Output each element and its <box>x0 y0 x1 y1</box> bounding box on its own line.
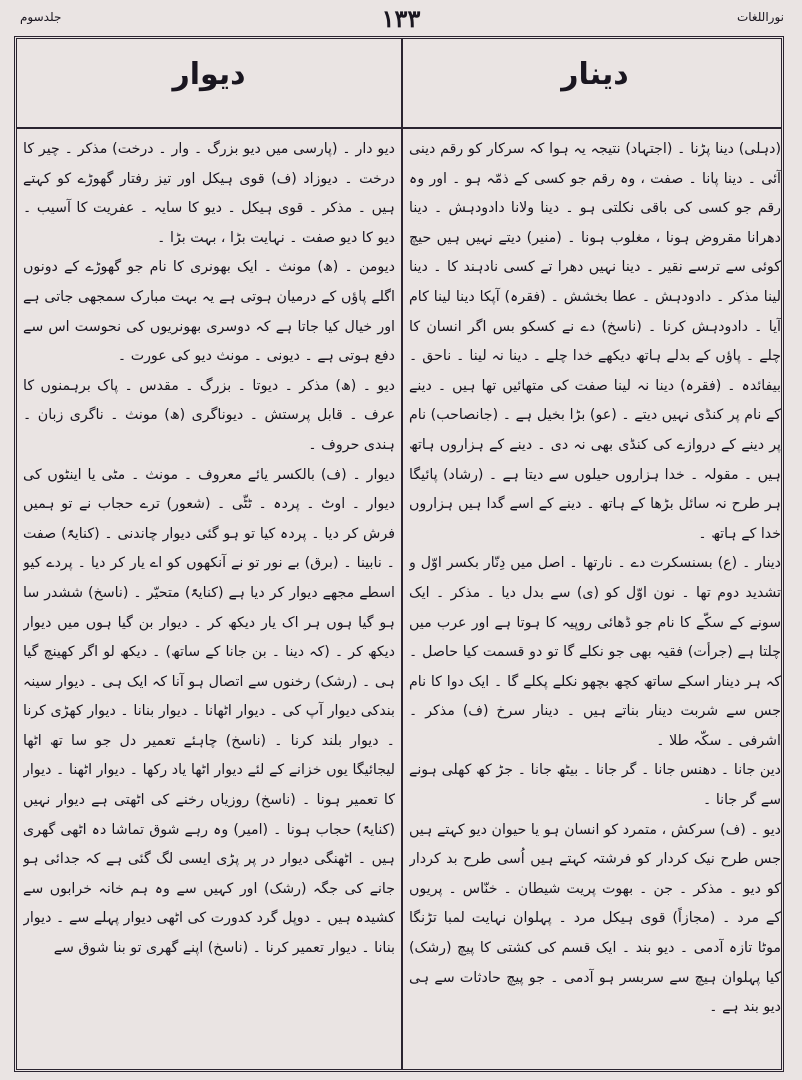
book-title: نوراللغات <box>736 10 784 24</box>
entry-paragraph: دیومن ۔ (ھ) مونث ۔ ایک بھونری کا نام جو گھوڑے کے دونوں اگلے پاؤں کے درمیان ہوتی ہے یہ بہت مبارک سمجھی جاتی ہے اور خیال کیا جاتا ہے کہ دوسری بھونریوں کی نحوست اس سے دفع ہوتی ہے ۔ دیونی ۔ مونث دیو کی عورت ۔ <box>23 259 395 365</box>
entry-paragraph: دیو ۔ (ف) سرکش ، متمرد کو انسان ہو یا حیوان دیو کہتے ہیں جس طرح نیک کردار کو فرشتہ کہتے ہیں اُسی طرح بد کردار کو دیو ۔ مذکر ۔ جن ۔ بھوت پریت شیطان ۔ خنّاس ۔ پریوں کے مرد ۔ (مجازاً) قوی ہیکل مرد ۔ پہلوان نہایت لمبا تڑنگا موٹا تازہ آدمی ۔ دیو بند ۔ ایک قسم کی کشتی کا پیچ (رشک) کیا پہلوان ہیچ سے سربسر ہو آدمی ۔ جو پیچ حادثات سے ہی دیو بند ہے ۔ <box>409 821 781 1016</box>
entry-paragraph: دیوار ۔ (ف) بالکسر یائے معروف ۔ مونث ۔ مٹی یا اینٹوں کی دیوار ۔ اوٹ ۔ پردہ ۔ ٹٹّی ۔ (شعور) ترے حجاب نے تو ہمیں فرش کر دیا ۔ پردہ کیا تو ہو گئی دیوار چاندنی ۔ (کنایۃً) صفت ۔ نابینا ۔ (برق) بے نور تو نے آنکھوں کو اے یار کر دیا ۔ پردے کیو اسطے مجھے دیوار کر دیا ہے (کنایۃً) متحیّر ۔ (ناسخ) ششدر سا ہو گیا ہوں ہر اک یار دیکھ کر ۔ دیوار بن گیا ہوں میں دیوار دیکھ کر ۔ (کہ دینا ۔ بن جانا کے ساتھ) ۔ دیکھ لو اگر کھینچ گیا ہی ۔ (رشک) رخنوں سے اتصال ہو آنا کہ ایک ہی ۔ دیوار سینہ بندکی دیوار آپ کی ۔ دیوار اٹھانا ۔ دیوار بنانا ۔ دیوار کھڑی کرنا ۔ دیوار بلند کرنا ۔ (ناسخ) چاہئے تعمیر دل جو سا تھ اٹھا لیجائیگا یوں خزانے کے لئے دیوار اٹھا یاد رکھا ۔ دیوار اٹھنا ۔ دیوار کا تعمیر ہونا ۔ (ناسخ) روزیاں رخنے کی اٹھتی ہے دیوار نہیں (کنایۃً) حجاب ہونا ۔ (امیر) وہ رہے شوق تماشا دہ اٹھی گھری ہیں ۔ اٹھنگی دیوار در پر پڑی ایسی لگ گئی ہے کہ جدائی ہو جانے کی جگہ (رشک) اور کہیں سے وہ ہم خانہ خرابوں سے کشیدہ ہیں ۔ دوپل گرد کدورت کی اٹھی دیوار پہلے سے ۔ دیوار بنانا ۔ دیوار تعمیر کرنا ۔ (ناسخ) اپنے گھری تو بنا شوق سے <box>23 466 395 957</box>
column-divider <box>401 39 403 1069</box>
left-column-title: دیوار <box>172 57 246 92</box>
right-column-title: دینار <box>561 57 629 92</box>
page-header <box>14 4 788 32</box>
entry-paragraph: (دہلی) دینا پڑنا ۔ (اجتہاد) نتیجہ یہ ہوا کہ سرکار کو رقم دینی آئی ۔ دینا پانا ۔ صفت ، وہ رقم جو کسی کے ذمّہ ہو ۔ اور وہ رقم جو کسی کی باقی نکلتی ہو ۔ دینا ولانا دادودہش ۔ دینا دھرانا مقروض ہونا ، مغلوب ہونا ۔ (منیر) دیتے نہیں ہیں حیچ کوئی سے ترسے نقیر ۔ دینا نہیں دھرا تے کسی نادہند کا ۔ دینا لینا مذکر ۔ دادودہش ۔ عطا بخشش ۔ (فقرہ) آپکا دینا لینا کام آیا ۔ دادودہش کرنا ۔ (ناسخ) دے نے کسکو بس اگر انسان کا چلے ۔ پاؤں کے بدلے ہاتھ دیکھے خدا چلے ۔ دینا نہ لینا ۔ ناحق ۔ بیفائدہ ۔ (فقرہ) دینا نہ لینا صفت کی متھائیں تھا ہیں ۔ دینے کے نام پر کنڈی نہیں دیتے ۔ (عو) بڑا بخیل ہے ۔ (جانصاحب) نام پر دینے کے دروازے کی کنڈی بھی نہ دی ۔ دینے کے ہزاروں ہاتھ ہیں ۔ مقولہ ۔ خدا ہزاروں حیلوں سے دیتا ہے ۔ (رشاد) پائیگا ہر طرح نہ سائل بڑھا کے ہاتھ ۔ دینے کے اسے گدا ہیں ہزاروں خدا کے ہاتھ ۔ <box>409 141 781 542</box>
page-number: ۱۳۳ <box>381 4 421 33</box>
entry-paragraph: دیو ۔ (ھ) مذکر ۔ دیوتا ۔ بزرگ ۔ مقدس ۔ پاک برہمنوں کا عرف ۔ قابل پرستش ۔ دیوناگری (ھ) مونث ۔ ناگری زبان ۔ ہندی حروف ۔ <box>23 377 395 453</box>
right-column <box>409 135 781 1063</box>
column-titlebar <box>17 39 781 129</box>
page-frame <box>14 36 784 1072</box>
volume-label: جلدسوم <box>20 10 62 24</box>
entry-paragraph: دینار ۔ (ع) بسنسکرت دے ۔ نارتھا ۔ اصل میں دِنّار بکسر اوّل و تشدید دوم تھا ۔ نون اوّل کو (ی) سے بدل دیا ۔ مذکر ۔ ایک سونے کے سکّے کا نام جو ڈھائی روپیہ کا ہوتا ہے اور عرب میں چلتا ہے (جرأت) فقیہ بھی جو نکلے گا تو دو قسمت کیا حاصل ۔ کہ ہر دینار اسکے ساتھ کچھ بچھو نکلے پکلے گا ۔ ایک دوا کا نام جس سے شربت دینار بناتے ہیں ۔ دینار سرخ (ف) مذکر ۔ اشرفی ۔ سکّہ طلا ۔ <box>409 555 781 749</box>
left-column <box>23 135 395 1063</box>
entry-paragraph: دیو دار ۔ (پارسی میں دیو بزرگ ۔ وار ۔ درخت) مذکر ۔ چیر کا درخت ۔ دیوزاد (ف) قوی ہیکل اور تیز رفتار گھوڑے کو کہتے ہیں ۔ مذکر ۔ قوی ہیکل ۔ دیو کا سایہ ۔ عفریت کا آسیب ۔ دیو کا دیو صفت ۔ نہایت بڑا ، بہت بڑا ۔ <box>23 141 395 246</box>
entry-paragraph: دین جانا ۔ دھنس جانا ۔ گر جانا ۔ بیٹھ جانا ۔ جڑ کھ کھلی ہونے سے گر جانا ۔ <box>409 762 781 809</box>
